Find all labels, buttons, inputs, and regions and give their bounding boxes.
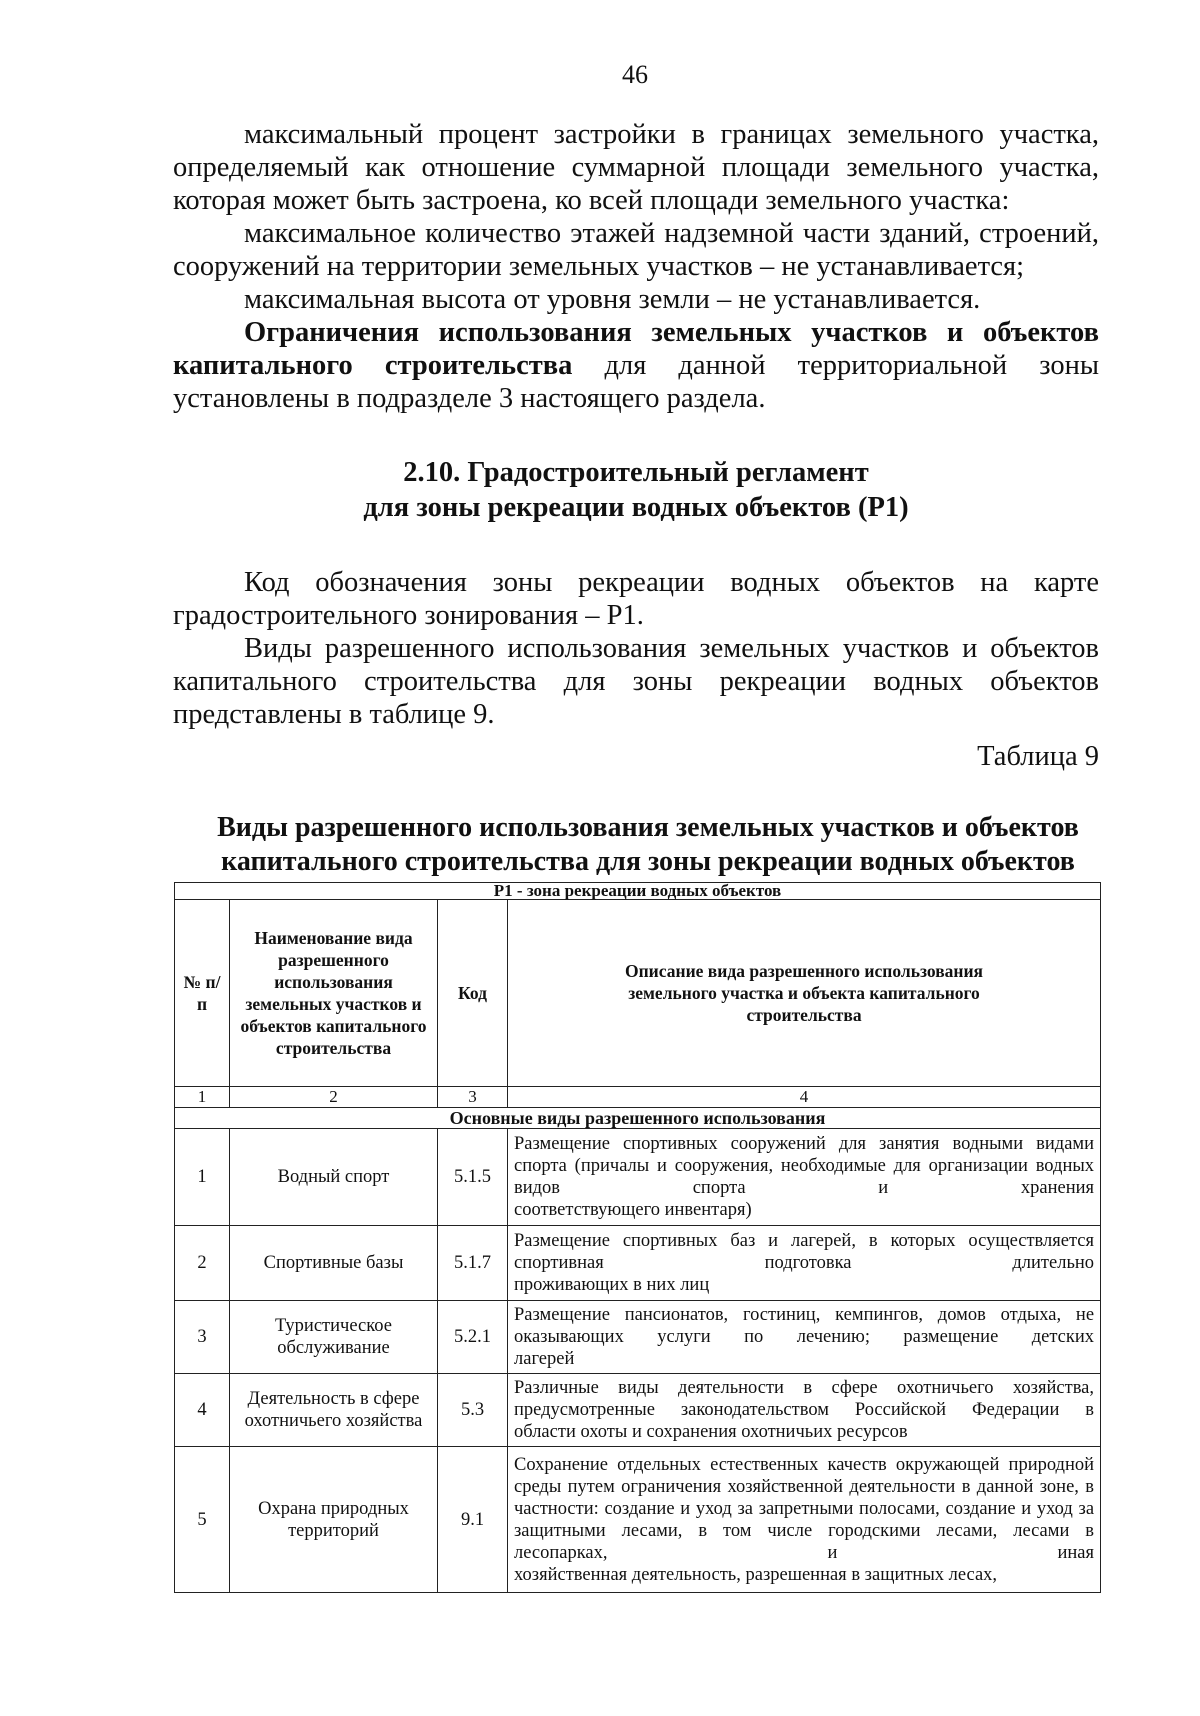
- row-name: Туристическое обслуживание: [230, 1301, 438, 1374]
- row-code: 5.1.7: [438, 1226, 508, 1301]
- paragraph-build-percent: максимальный процент застройки в границах земельного участка, определяемый как отношение суммарной площади земельного участка, которая может быть застроена, ко всей площади земельного участка:: [173, 119, 1099, 216]
- row-code: 5.1.5: [438, 1129, 508, 1226]
- section-heading-line2: для зоны рекреации водных объектов (Р1): [363, 492, 909, 523]
- paragraph-table-reference: Виды разрешенного использования земельных участков и объектов капитального строительства для зоны рекреации водных объектов представлены в таблице 9.: [173, 633, 1099, 730]
- table-row: [175, 1129, 1101, 1226]
- group-title: Основные виды разрешенного использования: [175, 1108, 1101, 1129]
- section-heading-line1: 2.10. Градостроительный регламент: [403, 457, 869, 488]
- column-number-row: [175, 1087, 1101, 1108]
- row-num: 4: [175, 1374, 230, 1447]
- row-desc: [508, 1226, 1101, 1301]
- table-row: [175, 1226, 1101, 1301]
- table-zone-title: Р1 - зона рекреации водных объектов: [175, 883, 1101, 900]
- paragraph-max-floors: максимальное количество этажей надземной части зданий, строений, сооружений на территории земельных участков – не устанавливается;: [173, 218, 1099, 282]
- restrictions-text: для данной территориальной зоны установлены в подразделе 3 настоящего раздела.: [173, 350, 1100, 414]
- page-number: 46: [622, 60, 648, 89]
- restrictions-bold-text: Ограничения использования земельных участков и объектов капитального строительства: [173, 317, 1099, 381]
- paragraph-zone-code: Код обозначения зоны рекреации водных объектов на карте градостроительного зонирования – Р1.: [173, 567, 1099, 631]
- row-num: 3: [175, 1301, 230, 1374]
- row-name: Охрана природных территорий: [230, 1447, 438, 1593]
- row-desc: [508, 1374, 1101, 1447]
- header-code: Код: [438, 900, 508, 1087]
- row-desc-last-line: лагерей: [514, 1349, 575, 1369]
- row-num: 2: [175, 1226, 230, 1301]
- row-desc-last-line: соответствующего инвентаря): [514, 1200, 752, 1220]
- row-desc-last-line: области охоты и сохранения охотничьих ресурсов: [514, 1422, 908, 1442]
- body-text: [173, 118, 1099, 879]
- row-name: Деятельность в сфере охотничьего хозяйства: [230, 1374, 438, 1447]
- table-row: [175, 1301, 1101, 1374]
- column-number: 2: [230, 1087, 438, 1108]
- section-heading: [173, 455, 1099, 525]
- table-label: Таблица 9: [977, 741, 1099, 772]
- row-num: 5: [175, 1447, 230, 1593]
- table-zone-row: [175, 883, 1101, 900]
- row-desc-text: Различные виды деятельности в сфере охотничьего хозяйства, предусмотренные законодательством Российской Федерации в: [514, 1378, 1095, 1420]
- row-desc-text: Размещение пансионатов, гостиниц, кемпингов, домов отдыха, не оказывающих услуги по лечению; размещение детских: [514, 1305, 1095, 1347]
- paragraph-restrictions: [173, 316, 1099, 415]
- row-name: Спортивные базы: [230, 1226, 438, 1301]
- column-number: 4: [508, 1087, 1101, 1108]
- table-title-line1: Виды разрешенного использования земельных участков и объектов: [217, 812, 1079, 843]
- column-number: 1: [175, 1087, 230, 1108]
- row-desc-text: Размещение спортивных баз и лагерей, в которых осуществляется спортивная подготовка длительно: [514, 1231, 1095, 1273]
- column-number: 3: [438, 1087, 508, 1108]
- header-name: Наименование вида разрешенного использования земельных участков и объектов капитального строительства: [230, 900, 438, 1087]
- table-header-row: [175, 900, 1101, 1087]
- row-code: 5.2.1: [438, 1301, 508, 1374]
- row-desc: [508, 1301, 1101, 1374]
- table-title-line2: капитального строительства для зоны рекреации водных объектов: [221, 846, 1075, 877]
- table-row: [175, 1447, 1101, 1593]
- row-desc-text: Сохранение отдельных естественных качеств окружающей природной среды путем ограничения хозяйственной деятельности в данной зоне, в частности: создание и уход за запретными полосами, создание и уход за защитными лесами, в том числе городскими лесами, лесами в лесопарках, и иная: [514, 1454, 1095, 1563]
- row-desc-last-line: проживающих в них лиц: [514, 1275, 710, 1295]
- paragraph-max-height: максимальная высота от уровня земли – не устанавливается.: [244, 284, 981, 315]
- table-row: [175, 1374, 1101, 1447]
- header-num: № п/п: [175, 900, 230, 1087]
- usage-table-wrapper: [174, 882, 1100, 1593]
- table-title: [197, 811, 1099, 879]
- row-desc-text: Размещение спортивных сооружений для занятия водными видами спорта (причалы и сооружения, необходимые для организации водных видов спорта и хранения: [514, 1134, 1095, 1198]
- row-num: 1: [175, 1129, 230, 1226]
- row-code: 5.3: [438, 1374, 508, 1447]
- row-desc: [508, 1447, 1101, 1593]
- row-code: 9.1: [438, 1447, 508, 1593]
- row-name: Водный спорт: [230, 1129, 438, 1226]
- header-desc: Описание вида разрешенного использования земельного участка и объекта капитального строительства: [508, 900, 1101, 1087]
- row-desc: [508, 1129, 1101, 1226]
- usage-table: [174, 882, 1101, 1593]
- group-row: [175, 1108, 1101, 1129]
- row-desc-last-line: хозяйственная деятельность, разрешенная в защитных лесах,: [514, 1564, 998, 1585]
